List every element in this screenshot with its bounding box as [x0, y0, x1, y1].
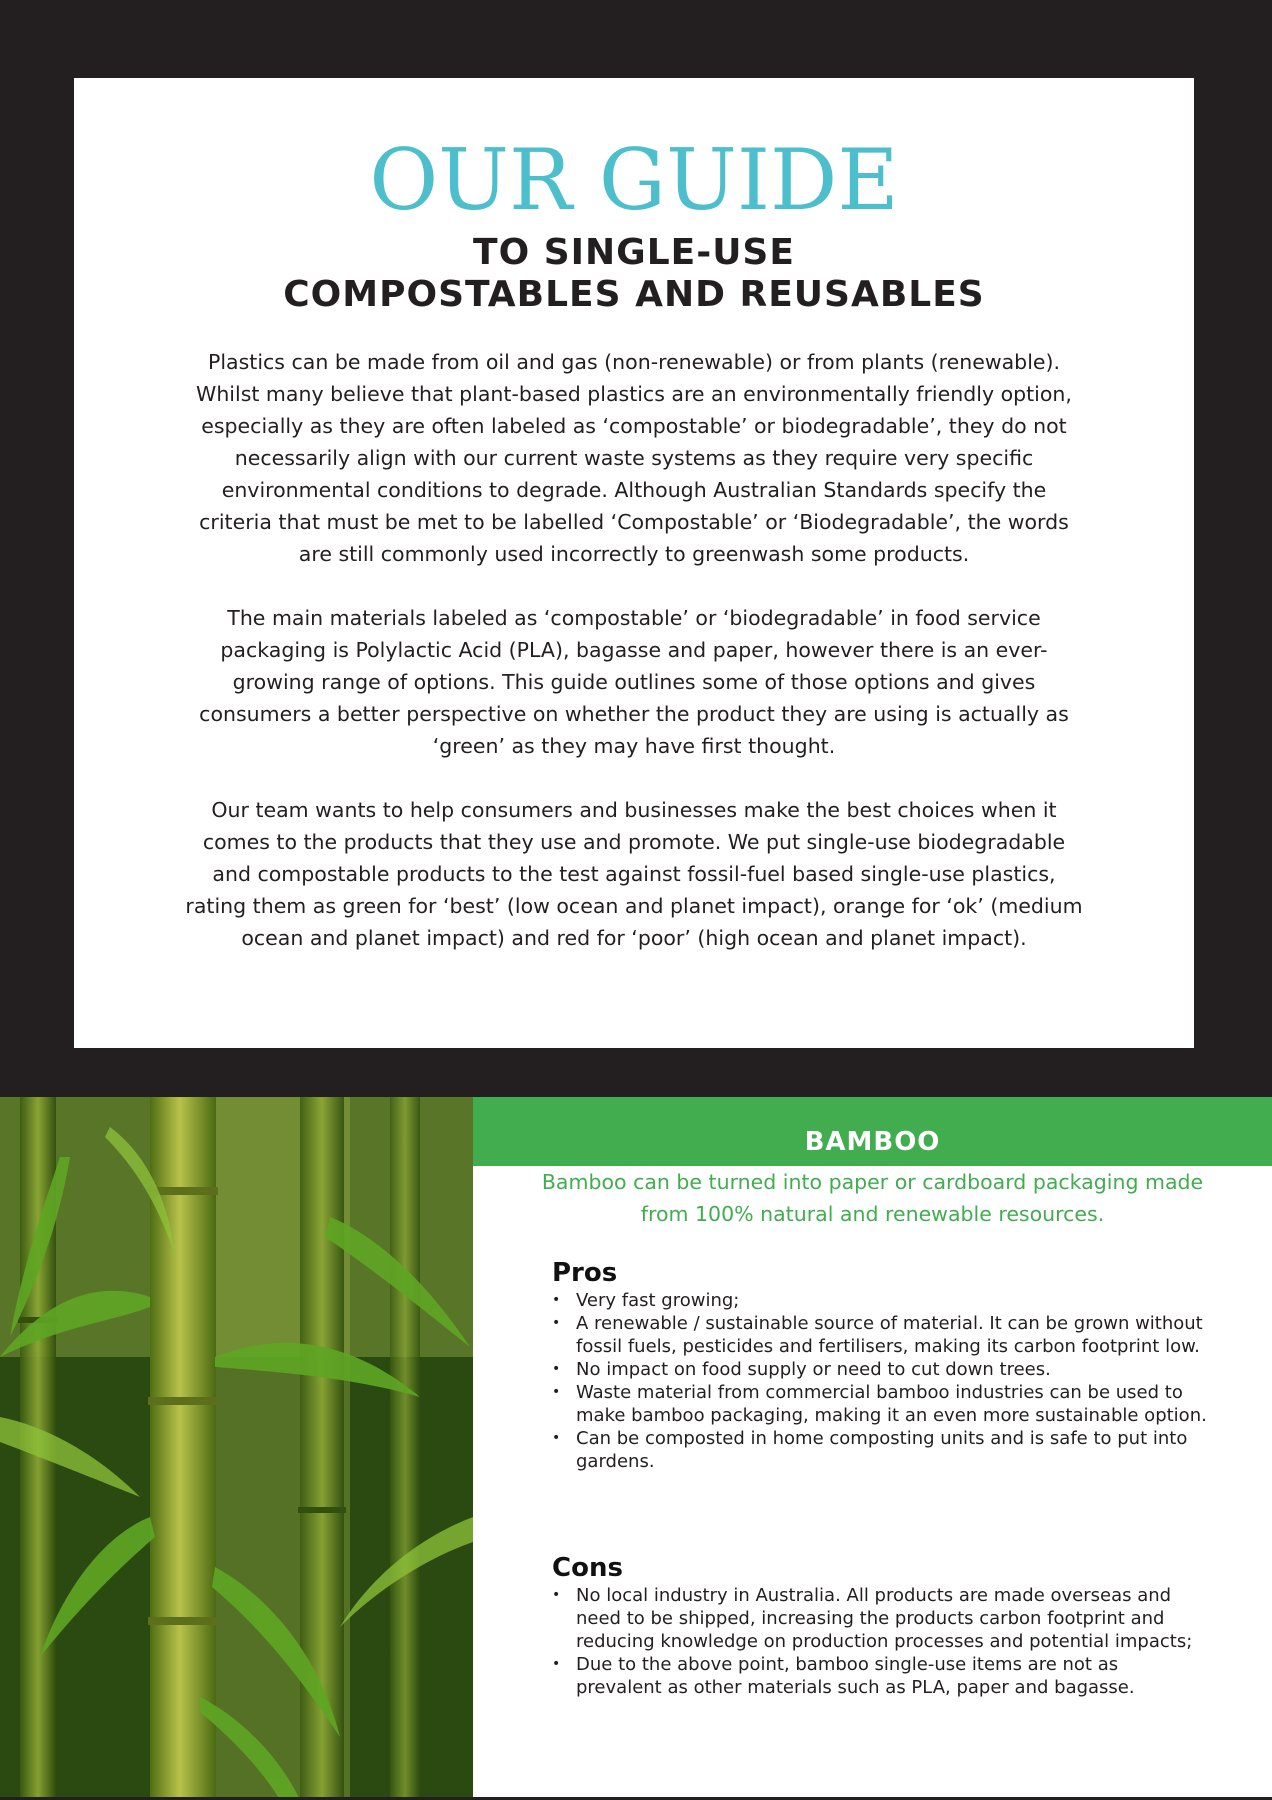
intro-paragraph: The main materials labeled as ‘compostable’ or ‘biodegradable’ in food service packaging is Polylactic Acid (PLA), bagasse and paper, however there is an ever-growing range of options. This guide outlines some of those options and gives consumers a better perspective on whether the product they are using is actually as ‘green’ as they may have first thought.: [199, 606, 1069, 758]
list-item: • Very fast growing;: [552, 1289, 1207, 1312]
bamboo-illustration: [0, 1097, 473, 1800]
guide-intro-card: [74, 78, 1194, 1048]
list-item: • Waste material from commercial bamboo industries can be used to make bamboo packaging, making it an even more sustainable option.: [552, 1381, 1207, 1427]
bamboo-intro: Bamboo can be turned into paper or cardboard packaging made from 100% natural and renewable resources.: [541, 1170, 1204, 1226]
cons-section: [552, 1553, 1207, 1699]
bamboo-photo: [0, 1097, 473, 1800]
cons-heading: Cons: [552, 1553, 623, 1583]
intro-paragraph: Our team wants to help consumers and businesses make the best choices when it comes to the products that they use and promote. We put single-use biodegradable and compostable products to the test against fossil-fuel based single-use plastics, rating them as green for ‘best’ (low ocean and planet impact), orange for ‘ok’ (medium ocean and planet impact) and red for ‘poor’ (high ocean and planet impact).: [185, 798, 1083, 950]
bamboo-content-panel: [473, 1166, 1272, 1800]
guide-intro-text: [184, 346, 1084, 954]
pros-list: [552, 1289, 1207, 1473]
guide-subtitle: [74, 232, 1194, 316]
guide-subtitle-line-2: COMPOSTABLES AND REUSABLES: [283, 274, 985, 315]
pros-section: [552, 1258, 1207, 1473]
list-item: • A renewable / sustainable source of material. It can be grown without fossil fuels, pesticides and fertilisers, making its carbon footprint low.: [552, 1312, 1207, 1358]
list-item: • No impact on food supply or need to cut down trees.: [552, 1358, 1207, 1381]
bamboo-header-bar: [473, 1097, 1272, 1166]
cons-list: [552, 1584, 1207, 1699]
pros-heading: Pros: [552, 1258, 618, 1288]
list-item: • Can be composted in home composting units and is safe to put into gardens.: [552, 1427, 1207, 1473]
guide-title: OUR GUIDE: [369, 131, 899, 229]
bamboo-title: BAMBOO: [804, 1127, 941, 1157]
list-item: • Due to the above point, bamboo single-use items are not as prevalent as other materials such as PLA, paper and bagasse.: [552, 1653, 1207, 1699]
list-item: • No local industry in Australia. All products are made overseas and need to be shipped, increasing the products carbon footprint and reducing knowledge on production processes and potential impacts;: [552, 1584, 1207, 1653]
guide-subtitle-line-1: TO SINGLE-USE: [473, 232, 795, 273]
intro-paragraph: Plastics can be made from oil and gas (non-renewable) or from plants (renewable). Whilst many believe that plant-based plastics are an environmentally friendly option, especially as they are often labeled as ‘compostable’ or biodegradable’, they do not necessarily align with our current waste systems as they require very specific environmental conditions to degrade. Although Australian Standards specify the criteria that must be met to be labelled ‘Compostable’ or ‘Biodegradable’, the words are still commonly used incorrectly to greenwash some products.: [196, 350, 1072, 566]
